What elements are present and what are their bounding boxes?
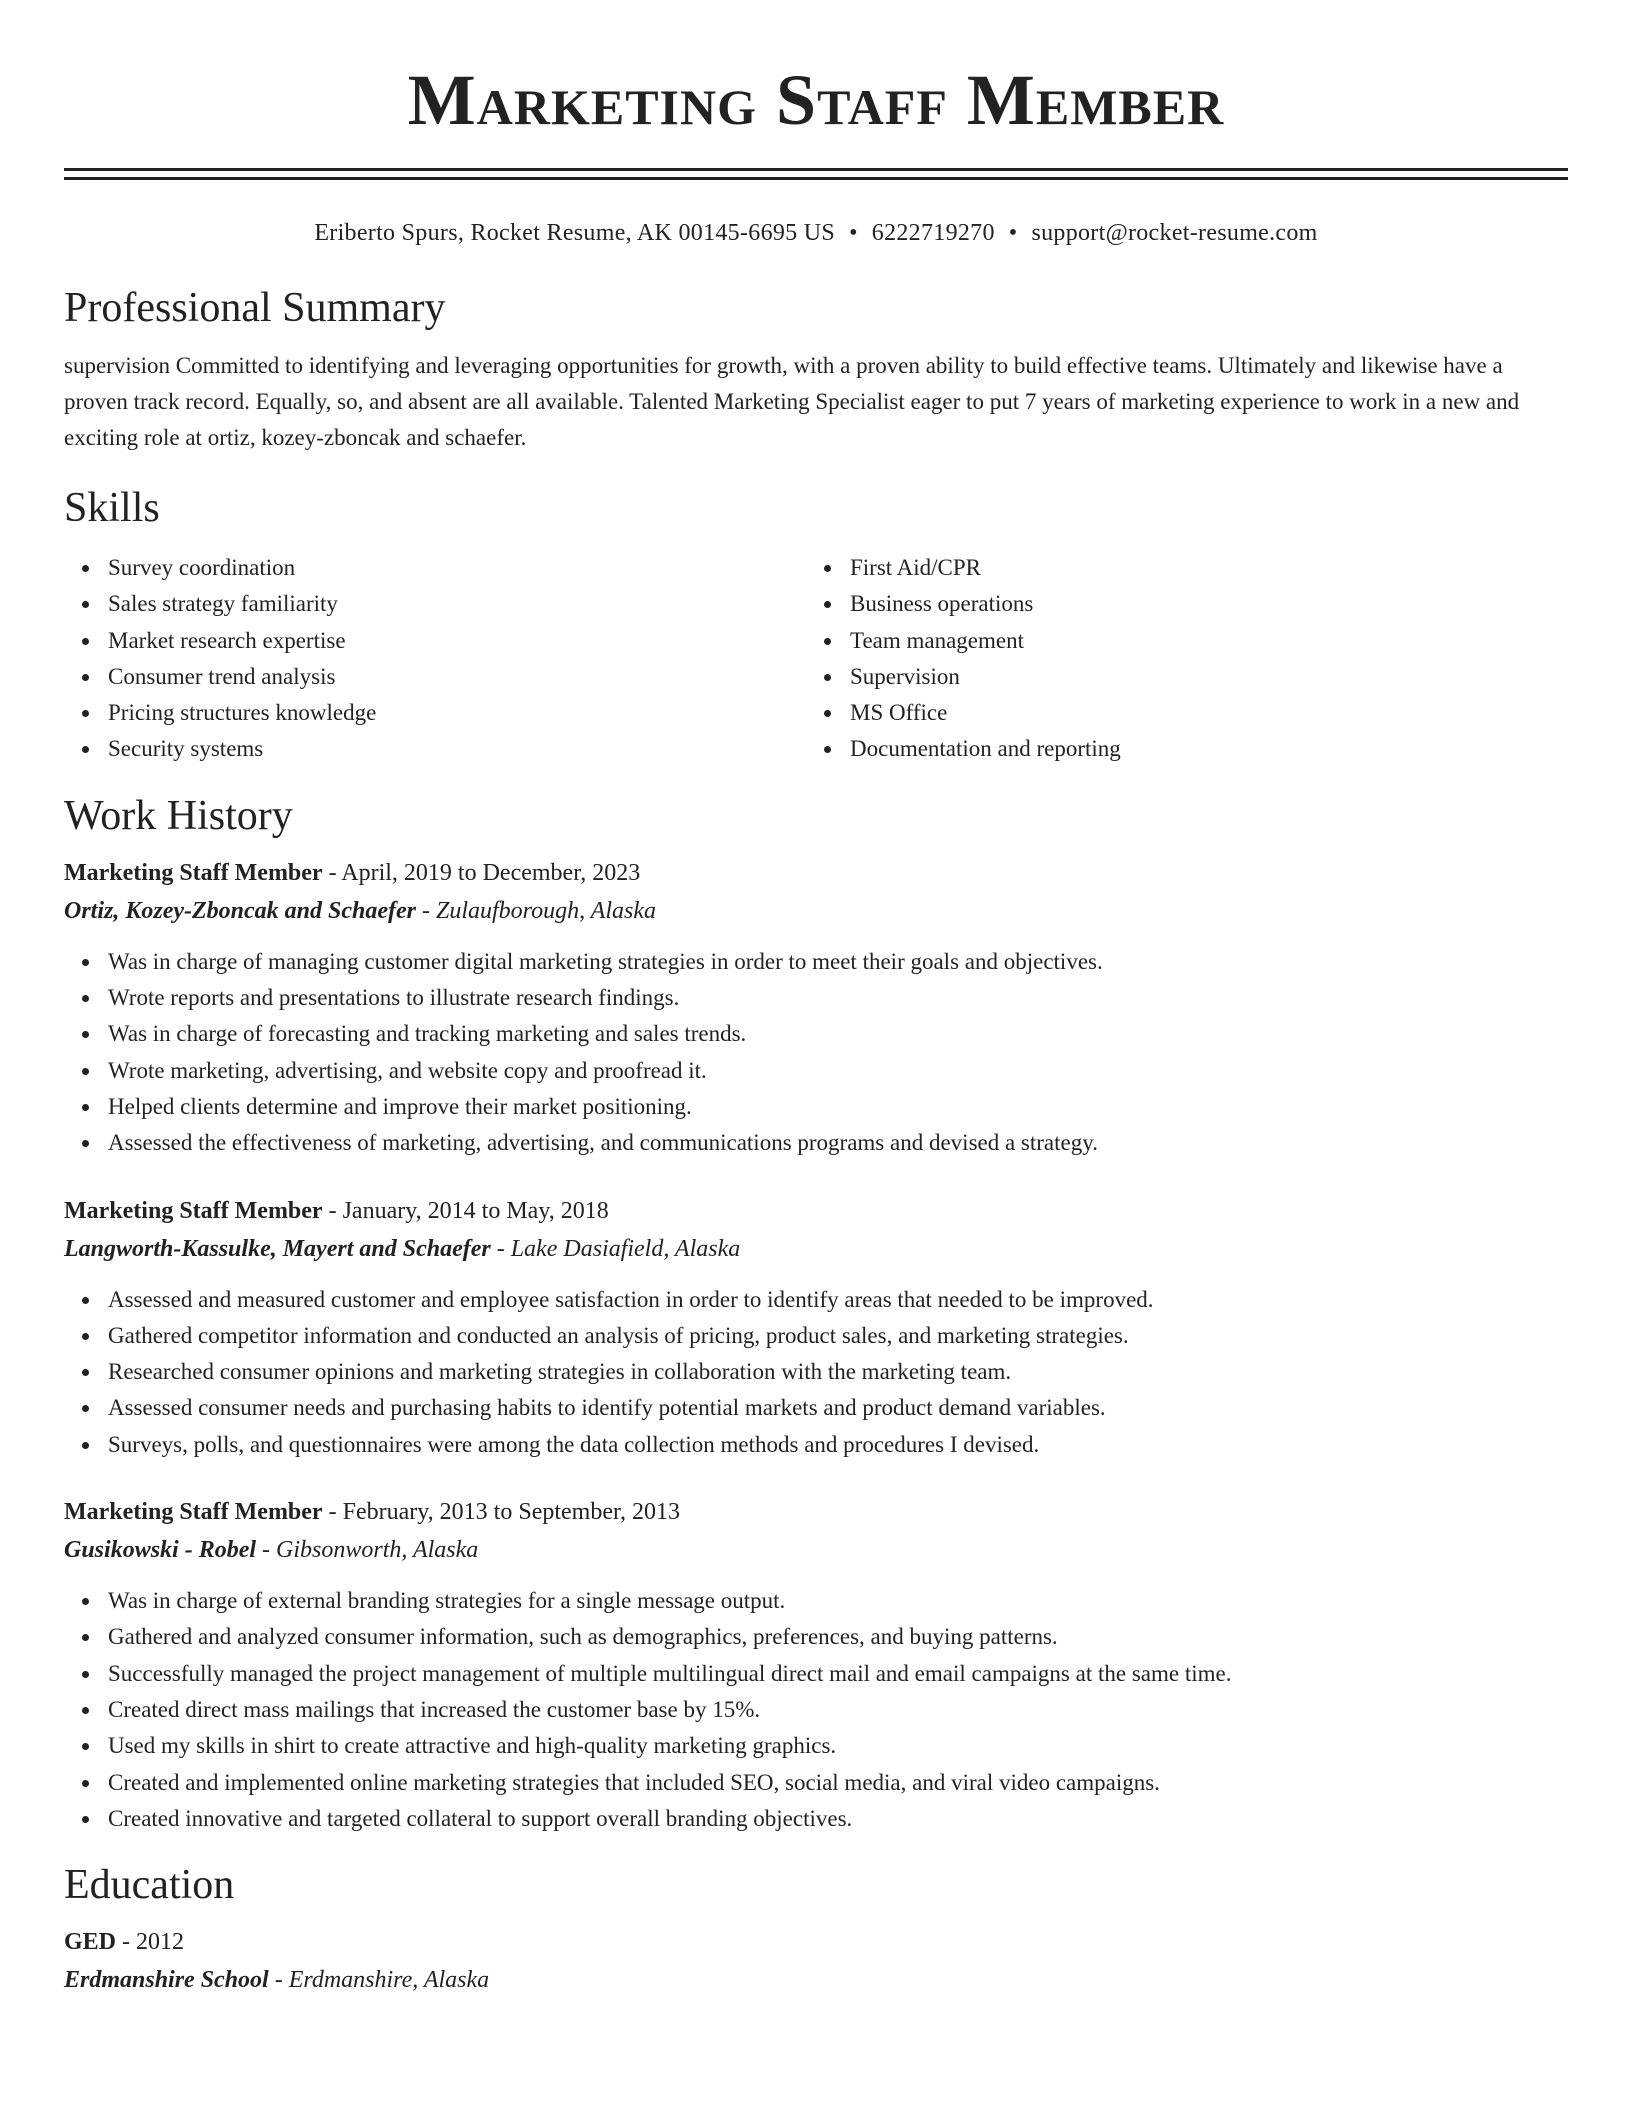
job-title: Marketing Staff Member	[64, 859, 323, 886]
job-bullet: Researched consumer opinions and marketing strategies in collaboration with the marketing team.	[64, 1354, 1568, 1390]
job-company: Langworth-Kassulke, Mayert and Schaefer	[64, 1235, 491, 1262]
skills-columns	[64, 550, 1568, 768]
job-bullet: Surveys, polls, and questionnaires were among the data collection methods and procedures I devised.	[64, 1427, 1568, 1463]
job-heading: Marketing Staff Member - January, 2014 to May, 2018	[64, 1197, 609, 1224]
contact-address: Eriberto Spurs, Rocket Resume, AK 00145-6695 US	[314, 220, 836, 246]
resume-title: Marketing Staff Member	[407, 60, 1225, 140]
job-employer: Langworth-Kassulke, Mayert and Schaefer - Lake Dasiafield, Alaska	[64, 1235, 741, 1262]
contact-email: support@rocket-resume.com	[1031, 220, 1318, 246]
job-bullet: Created and implemented online marketing strategies that included SEO, social media, and viral video campaigns.	[64, 1765, 1568, 1801]
skill-item: Security systems	[64, 731, 806, 767]
skill-item: Business operations	[806, 586, 1548, 622]
job-entry	[64, 1192, 1568, 1463]
job-company: Gusikowski - Robel	[64, 1537, 257, 1564]
skill-item: MS Office	[806, 695, 1548, 731]
job-bullet: Wrote reports and presentations to illustrate research findings.	[64, 980, 1568, 1016]
education-degree: GED	[64, 1929, 117, 1956]
skill-item: Pricing structures knowledge	[64, 695, 806, 731]
education-school-line: Erdmanshire School - Erdmanshire, Alaska	[64, 1967, 490, 1994]
job-bullet: Was in charge of external branding strategies for a single message output.	[64, 1583, 1568, 1619]
education-location: Erdmanshire, Alaska	[288, 1967, 490, 1994]
contact-phone: 6222719270	[871, 220, 995, 246]
skills-list-right	[806, 550, 1548, 768]
skill-item: Team management	[806, 623, 1548, 659]
job-location: Zulaufborough, Alaska	[435, 897, 657, 924]
job-bullet: Successfully managed the project management of multiple multilingual direct mail and email campaigns at the same time.	[64, 1656, 1568, 1692]
job-title: Marketing Staff Member	[64, 1197, 323, 1224]
resume-page	[64, 0, 1568, 1999]
contact-separator: •	[1008, 220, 1018, 246]
job-bullet: Wrote marketing, advertising, and website copy and proofread it.	[64, 1053, 1568, 1089]
summary-section	[64, 282, 1568, 456]
job-bullet: Was in charge of forecasting and tracking marketing and sales trends.	[64, 1016, 1568, 1052]
summary-heading: Professional Summary	[64, 285, 446, 331]
job-bullets	[64, 1583, 1568, 1837]
skills-section	[64, 482, 1568, 768]
job-bullet: Helped clients determine and improve their market positioning.	[64, 1089, 1568, 1125]
job-bullet: Was in charge of managing customer digital marketing strategies in order to meet their goals and objectives.	[64, 944, 1568, 980]
job-employer: Ortiz, Kozey-Zboncak and Schaefer - Zulaufborough, Alaska	[64, 897, 657, 924]
skill-item: Consumer trend analysis	[64, 659, 806, 695]
job-bullet: Gathered competitor information and conducted an analysis of pricing, product sales, and marketing strategies.	[64, 1318, 1568, 1354]
job-dates: February, 2013 to September, 2013	[342, 1499, 681, 1526]
work-history-heading: Work History	[64, 792, 293, 839]
skill-item: Survey coordination	[64, 550, 806, 586]
job-location: Lake Dasiafield, Alaska	[510, 1235, 741, 1262]
education-entry	[64, 1923, 1568, 1999]
job-bullet: Created direct mass mailings that increased the customer base by 15%.	[64, 1692, 1568, 1728]
job-location: Gibsonworth, Alaska	[276, 1537, 479, 1564]
skill-item: First Aid/CPR	[806, 550, 1548, 586]
job-bullets	[64, 944, 1568, 1162]
contact-line	[64, 218, 1568, 248]
job-bullet: Used my skills in shirt to create attractive and high-quality marketing graphics.	[64, 1728, 1568, 1764]
skill-item: Supervision	[806, 659, 1548, 695]
title-divider-top	[64, 168, 1568, 171]
job-company: Ortiz, Kozey-Zboncak and Schaefer	[64, 897, 416, 924]
skills-list-left	[64, 550, 806, 768]
skills-heading: Skills	[64, 485, 160, 531]
job-bullet: Assessed and measured customer and employee satisfaction in order to identify areas that needed to be improved.	[64, 1282, 1568, 1318]
job-bullet: Created innovative and targeted collateral to support overall branding objectives.	[64, 1801, 1568, 1837]
job-entry	[64, 1493, 1568, 1837]
job-entry	[64, 854, 1568, 1162]
title-divider-bottom	[64, 177, 1568, 180]
job-bullet: Assessed consumer needs and purchasing habits to identify potential markets and product demand variables.	[64, 1390, 1568, 1426]
job-bullet: Gathered and analyzed consumer information, such as demographics, preferences, and buying patterns.	[64, 1619, 1568, 1655]
job-dates: April, 2019 to December, 2023	[341, 859, 641, 886]
education-heading: Education	[64, 1862, 235, 1909]
job-bullet: Assessed the effectiveness of marketing, advertising, and communications programs and devised a strategy.	[64, 1125, 1568, 1161]
skill-item: Documentation and reporting	[806, 731, 1548, 767]
education-school: Erdmanshire School	[64, 1967, 269, 1994]
job-heading: Marketing Staff Member - February, 2013 to September, 2013	[64, 1499, 681, 1526]
education-section	[64, 1859, 1568, 1999]
job-dates: January, 2014 to May, 2018	[342, 1197, 609, 1224]
job-heading: Marketing Staff Member - April, 2019 to December, 2023	[64, 859, 641, 886]
job-bullets	[64, 1282, 1568, 1463]
summary-text: supervision Committed to identifying and leveraging opportunities for growth, with a proven ability to build effective teams. Ultimately and likewise have a proven track record. Equally, so, and absent are all available. Talented Marketing Specialist eager to put 7 years of marketing experience to work in a new and exciting role at ortiz, kozey-zboncak and schaefer.	[64, 353, 1520, 450]
work-history-section	[64, 790, 1568, 1837]
job-employer: Gusikowski - Robel - Gibsonworth, Alaska	[64, 1537, 479, 1564]
education-year: 2012	[136, 1929, 185, 1956]
job-title: Marketing Staff Member	[64, 1499, 323, 1526]
education-degree-line: GED - 2012	[64, 1929, 185, 1956]
skill-item: Market research expertise	[64, 623, 806, 659]
skill-item: Sales strategy familiarity	[64, 586, 806, 622]
contact-separator: •	[849, 220, 858, 246]
